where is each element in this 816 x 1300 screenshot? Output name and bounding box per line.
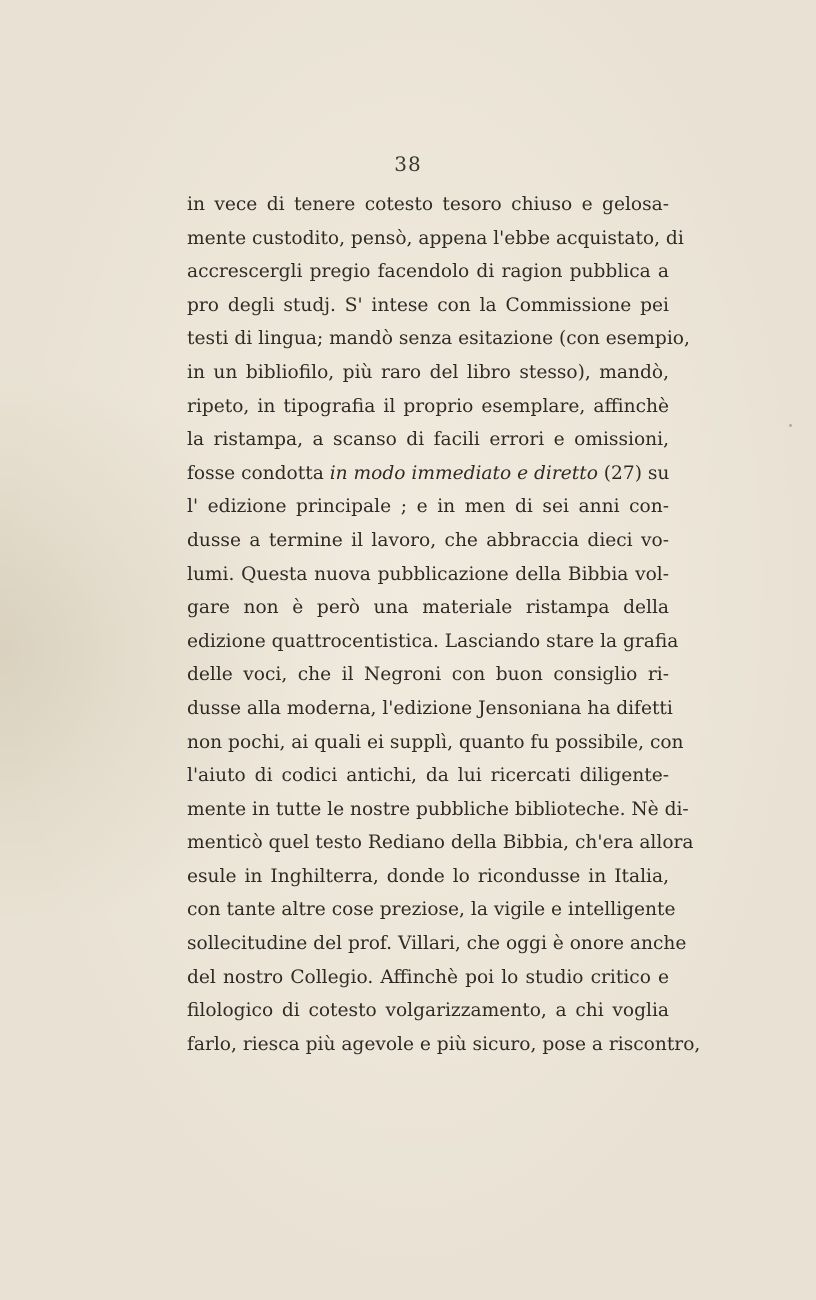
text-line: ripeto, in tipografia il proprio esemplare, affinchè: [187, 395, 669, 417]
text-line: lumi. Questa nuova pubblicazione della Bibbia vol-: [187, 563, 669, 585]
text-line: la ristampa, a scanso di facili errori e omissioni,: [187, 429, 669, 451]
text-line: con tante altre cose preziose, la vigile e intelligente: [187, 899, 676, 921]
text-segment: fosse condotta: [187, 462, 330, 484]
body-text: [187, 188, 701, 1061]
text-line: in vece di tenere cotesto tesoro chiuso e gelosa-: [187, 194, 669, 215]
text-line: mente custodito, pensò, appena l'ebbe acquistato, di: [187, 227, 684, 249]
text-line: mente in tutte le nostre pubbliche biblioteche. Nè di-: [187, 798, 689, 820]
text-line-with-italic: [187, 457, 669, 491]
text-line: non pochi, ai quali ei supplì, quanto fu possibile, con: [187, 731, 684, 753]
text-line: in un bibliofilo, più raro del libro stesso), mandò,: [187, 361, 669, 383]
text-line: l'aiuto di codici antichi, da lui ricercati diligente-: [187, 765, 669, 787]
text-line: farlo, riesca più agevole e più sicuro, pose a riscontro,: [187, 1033, 701, 1055]
text-line: esule in Inghilterra, donde lo ricondusse in Italia,: [187, 865, 669, 887]
page-number: 38: [394, 152, 422, 176]
italic-phrase: in modo immediato e diretto: [329, 462, 598, 484]
text-line: dusse a termine il lavoro, che abbraccia dieci vo-: [187, 529, 669, 551]
text-segment: (27) su: [597, 462, 670, 484]
text-line: delle voci, che il Negroni con buon consiglio ri-: [187, 664, 669, 686]
text-line: testi di lingua; mandò senza esitazione (con esempio,: [187, 328, 690, 350]
text-line: dusse alla moderna, l'edizione Jensoniana ha difetti: [187, 697, 673, 719]
text-line: pro degli studj. S' intese con la Commissione pei: [187, 294, 669, 316]
text-line: filologico di cotesto volgarizzamento, a chi voglia: [187, 1000, 669, 1022]
text-line: l' edizione principale ; e in men di sei anni con-: [187, 496, 669, 518]
text-line: sollecitudine del prof. Villari, che oggi è onore anche: [187, 933, 687, 955]
text-line: gare non è però una materiale ristampa della: [187, 597, 669, 619]
text-line: del nostro Collegio. Affinchè poi lo studio critico e: [187, 966, 669, 988]
text-line: edizione quattrocentistica. Lasciando stare la grafia: [187, 630, 679, 652]
text-line: menticò quel testo Rediano della Bibbia, ch'era allora: [187, 832, 694, 854]
paper-speck: [789, 424, 792, 427]
text-line: accrescergli pregio facendolo di ragion pubblica a: [187, 261, 669, 283]
